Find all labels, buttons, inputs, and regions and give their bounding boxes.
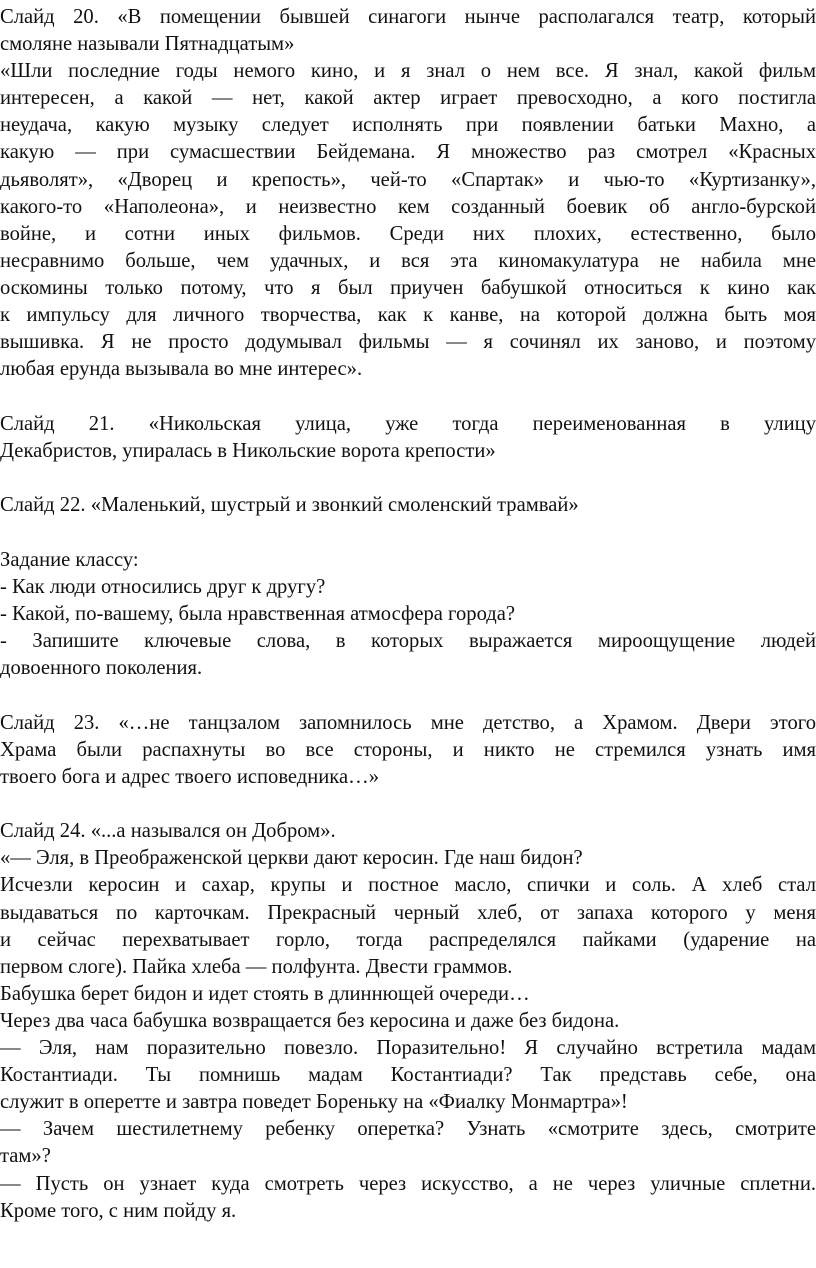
text-line: Костантиади. Ты помнишь мадам Костантиади? Так представь себе, она — [0, 1064, 816, 1087]
text-line: твоего бога и адрес твоего исповедника…» — [0, 765, 380, 788]
text-line: «— Эля, в Преображенской церкви дают керосин. Где наш бидон? — [0, 847, 583, 870]
text-line: Исчезли керосин и сахар, крупы и постное масло, спички и соль. А хлеб стал — [0, 874, 816, 897]
text-line: смоляне называли Пятнадцатым» — [0, 33, 295, 56]
paragraph-gap — [0, 519, 816, 546]
text-line: - Как люди относились друг к другу? — [0, 575, 326, 598]
text-line: Слайд 24. «...а назывался он Добром». — [0, 820, 336, 843]
document-body — [0, 4, 816, 1225]
text-line: войне, и сотни иных фильмов. Среди них плохих, естественно, было — [0, 222, 816, 245]
text-line: служит в оперетте и завтра поведет Бореньку на «Фиалку Монмартра»! — [0, 1091, 628, 1114]
paragraph-gap — [0, 383, 816, 410]
text-line: - Запишите ключевые слова, в которых выражается мироощущение людей — [0, 630, 816, 653]
text-line: там»? — [0, 1145, 51, 1168]
text-line: довоенного поколения. — [0, 657, 203, 680]
text-line: Задание классу: — [0, 548, 139, 571]
text-line: дьяволят», «Дворец и крепость», чей-то «Спартак» и чью-то «Куртизанку», — [0, 168, 816, 191]
text-line: - Какой, по-вашему, была нравственная атмосфера города? — [0, 602, 516, 625]
text-line: Бабушка берет бидон и идет стоять в длиннющей очереди… — [0, 982, 530, 1005]
text-line: — Зачем шестилетнему ребенку оперетка? Узнать «смотрите здесь, смотрите — [0, 1118, 816, 1141]
text-line: к импульсу для личного творчества, как к канве, на которой должна быть моя — [0, 304, 816, 327]
paragraph-gap — [0, 791, 816, 818]
paragraph-gap — [0, 682, 816, 709]
text-line: Слайд 22. «Маленький, шустрый и звонкий смоленский трамвай» — [0, 494, 579, 517]
text-line: Слайд 20. «В помещении бывшей синагоги нынче располагался театр, который — [0, 6, 816, 28]
text-line: несравнимо больше, чем удачных, и вся эта киномакулатура не набила мне — [0, 249, 816, 272]
text-line: какого-то «Наполеона», и неизвестно кем созданный боевик об англо-бурской — [0, 195, 816, 218]
text-line: Слайд 21. «Никольская улица, уже тогда переименованная в улицу — [0, 412, 816, 435]
text-line: Декабристов, упиралась в Никольские ворота крепости» — [0, 439, 496, 462]
text-line: выдаваться по карточкам. Прекрасный черный хлеб, от запаха которого у меня — [0, 901, 816, 924]
text-line: интересен, а какой — нет, какой актер играет превосходно, а кого постигла — [0, 87, 816, 110]
text-line: вышивка. Я не просто додумывал фильмы — я сочинял их заново, и поэтому — [0, 331, 816, 354]
text-line: какую — при сумасшествии Бейдемана. Я множество раз смотрел «Красных — [0, 141, 816, 164]
text-line: Через два часа бабушка возвращается без керосина и даже без бидона. — [0, 1009, 620, 1032]
text-line: оскомины только потому, что я был приучен бабушкой относиться к кино как — [0, 276, 816, 299]
text-line: Храма были распахнуты во все стороны, и никто не стремился узнать имя — [0, 738, 816, 761]
text-line: Кроме того, с ним пойду я. — [0, 1199, 237, 1222]
text-line: — Пусть он узнает куда смотреть через искусство, а не через уличные сплетни. — [0, 1172, 816, 1195]
text-line: — Эля, нам поразительно повезло. Поразительно! Я случайно встретила мадам — [0, 1037, 816, 1060]
text-line: «Шли последние годы немого кино, и я знал о нем все. Я знал, какой фильм — [0, 60, 816, 83]
text-line: Слайд 23. «…не танцзалом запомнилось мне детство, а Храмом. Двери этого — [0, 711, 816, 734]
text-line: неудача, какую музыку следует исполнять при появлении батьки Махно, а — [0, 114, 816, 137]
text-line: первом слоге). Пайка хлеба — полфунта. Двести граммов. — [0, 955, 513, 978]
text-line: и сейчас перехватывает горло, тогда распределялся пайками (ударение на — [0, 928, 816, 951]
paragraph-gap — [0, 465, 816, 492]
text-line: любая ерунда вызывала во мне интерес». — [0, 358, 363, 381]
